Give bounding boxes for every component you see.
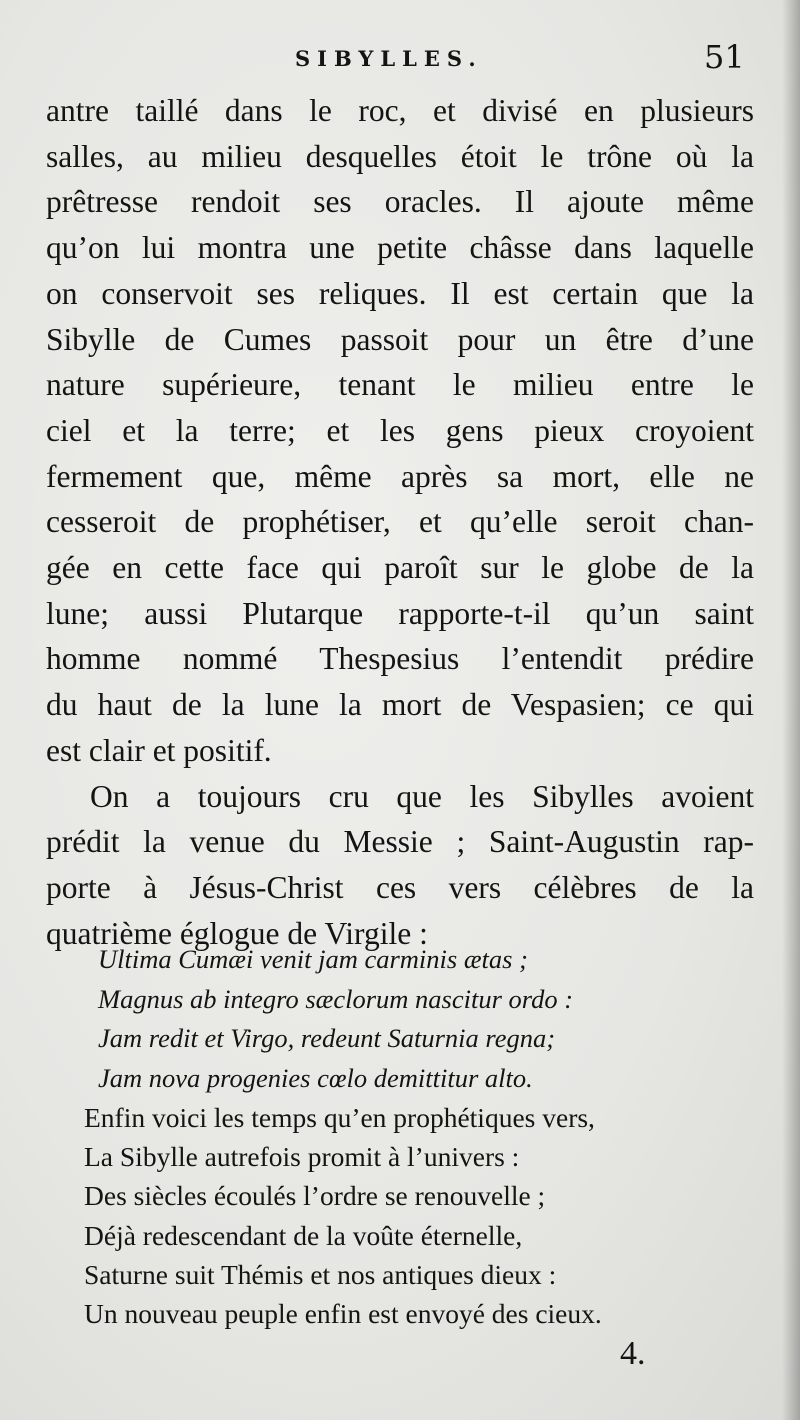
page-number: 51 bbox=[704, 38, 745, 76]
french-verse bbox=[84, 1098, 724, 1333]
verse-line: Des siècles écoulés l’ordre se renouvelle ; bbox=[84, 1180, 546, 1212]
text-line: lune; aussi Plutarque rapporte-t-il qu’un saint bbox=[46, 595, 754, 631]
latin-quotation bbox=[98, 940, 718, 1098]
text-line: on conservoit ses reliques. Il est certain que la bbox=[46, 275, 754, 311]
verse-line: La Sibylle autrefois promit à l’univers : bbox=[84, 1141, 520, 1173]
text-line: est clair et positif. bbox=[46, 732, 272, 768]
quote-line: Jam redit et Virgo, redeunt Saturnia regna; bbox=[98, 1023, 556, 1053]
text-line: qu’on lui montra une petite châsse dans laquelle bbox=[46, 230, 754, 266]
text-line: nature supérieure, tenant le milieu entre le bbox=[46, 367, 754, 403]
quote-line: Magnus ab integro sæclorum nascitur ordo : bbox=[98, 983, 574, 1014]
verse-line: Déjà redescendant de la voûte éternelle, bbox=[84, 1219, 523, 1251]
text-line: salles, au milieu desquelles étoit le trône où la bbox=[46, 138, 754, 174]
text-line: quatrième églogue de Virgile : bbox=[46, 915, 428, 951]
text-line: On a toujours cru que les Sibylles avoient bbox=[90, 778, 754, 814]
text-line: porte à Jésus-Christ ces vers célèbres de la bbox=[46, 869, 754, 905]
quote-line: Ultima Cumæi venit jam carminis ætas ; bbox=[98, 944, 528, 974]
text-line: Sibylle de Cumes passoit pour un être d’une bbox=[46, 321, 754, 357]
verse-line: Enfin voici les temps qu’en prophétiques vers, bbox=[84, 1102, 595, 1133]
verse-line: Saturne suit Thémis et nos antiques dieux : bbox=[84, 1258, 557, 1290]
quote-line: Jam nova progenies cœlo demittitur alto. bbox=[98, 1062, 533, 1093]
text-line: cesseroit de prophétiser, et qu’elle seroit chan- bbox=[46, 504, 754, 540]
body-text bbox=[46, 88, 754, 956]
page-header bbox=[0, 36, 800, 86]
text-line: prêtresse rendoit ses oracles. Il ajoute même bbox=[46, 184, 754, 220]
text-line: homme nommé Thespesius l’entendit prédire bbox=[46, 641, 754, 677]
text-line: ciel et la terre; et les gens pieux croyoient bbox=[46, 412, 754, 448]
text-line: fermement que, même après sa mort, elle ne bbox=[46, 458, 754, 494]
text-line: gée en cette face qui paroît sur le globe de la bbox=[46, 550, 754, 586]
text-line: prédit la venue du Messie ; Saint-Augustin rap- bbox=[46, 824, 754, 860]
signature-mark: 4. bbox=[620, 1335, 646, 1372]
text-line: du haut de la lune la mort de Vespasien; ce qui bbox=[46, 687, 754, 723]
text-line: antre taillé dans le roc, et divisé en plusieurs bbox=[46, 93, 754, 128]
verse-line: Un nouveau peuple enfin est envoyé des cieux. bbox=[84, 1298, 602, 1330]
running-head: SIBYLLES. bbox=[295, 46, 483, 71]
